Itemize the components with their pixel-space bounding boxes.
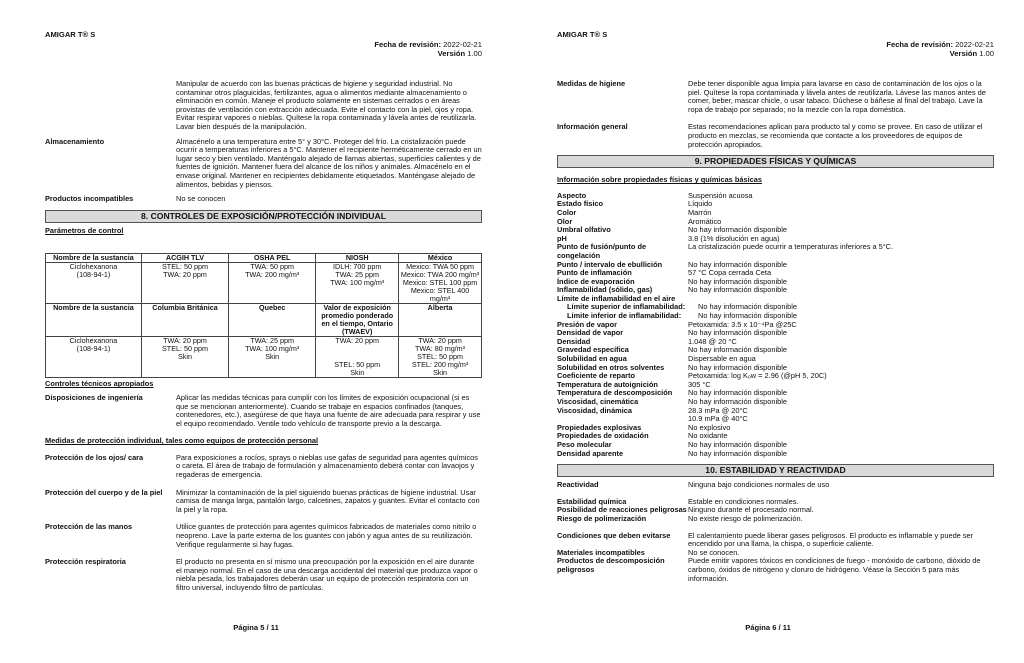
- engineering-row: [45, 394, 482, 428]
- property-label: Densidad de vapor: [557, 328, 624, 338]
- property-label: Temperatura de descomposición: [557, 388, 673, 398]
- version-label: Versión: [949, 49, 978, 59]
- exposure-limits-table: [45, 253, 482, 378]
- table-cell: Ciclohexanona (108-94-1): [46, 263, 142, 304]
- page-5-body: [45, 80, 482, 599]
- reactivity-row: [557, 481, 994, 490]
- product-name: AMIGAR T® S: [45, 30, 96, 39]
- hazardous-reactions-text: Ninguno durante el procesado normal.: [688, 505, 814, 515]
- property-row: [557, 450, 994, 459]
- product-name: AMIGAR T® S: [557, 30, 608, 39]
- property-value: No hay información disponible: [698, 302, 798, 312]
- property-value: 28.3 mPa @ 20°C 10.9 mPa @ 40°C: [688, 405, 748, 424]
- property-label: Límite superior de inflamabilidad:: [567, 302, 686, 312]
- property-row: [557, 200, 994, 209]
- table-header-cell: Nombre de la sustancia: [46, 254, 142, 263]
- hygiene-text: Debe tener disponible agua limpia para lavarse en caso de contaminación de los ojos o la piel. Quítese la ropa contaminada y lávela antes de reutilizarla. Lávese las manos antes de comer, beber, mascar chicle, o usar tabaco. Dúchese o báñese al final del trabajo. Lave la ropa de trabajo por separado; no la mezcle con la ropa doméstica.: [688, 79, 986, 114]
- handling-text: Manipular de acuerdo con las buenas prácticas de higiene y seguridad industrial. No contaminar otros plaguicidas, fertilizantes, agua o alimentos mediante almacenamiento o eliminación en común. Maneje el producto solamente en sistemas cerrados o en áreas provistas de ventilación con extracción adecuada. Evite el contacto con la piel, ojos y ropa. Evitar respirar vapores o nieblas. Quítese la ropa contaminada y lávela antes de reutilizarla. Lavar bien después de la manipulación.: [176, 79, 477, 131]
- page-6-body: [557, 80, 994, 589]
- property-row: [557, 407, 994, 424]
- property-row: [557, 243, 994, 260]
- property-label: Estado físico: [557, 199, 603, 209]
- eye-protection-label: Protección de los ojos/ cara: [45, 452, 144, 462]
- property-value: No hay información disponible: [688, 388, 788, 398]
- incompatible-row: [45, 195, 482, 204]
- property-row: [557, 192, 994, 201]
- table-header-cell: OSHA PEL: [229, 254, 316, 263]
- revision-date: 2022-02-21: [955, 40, 994, 49]
- eye-protection-row: [45, 454, 482, 480]
- general-info-row: [557, 123, 994, 149]
- property-row: [557, 329, 994, 338]
- table-cell: Ciclohexanona (108-94-1): [46, 337, 142, 378]
- avoid-conditions-text: El calentamiento puede liberar gases peligrosos. El producto es inflamable y puede ser encendido por una llama, la chispa, o superficie caliente.: [688, 530, 974, 549]
- property-label: Gravedad específica: [557, 345, 629, 355]
- handling-row: [45, 80, 482, 132]
- revision-label: Fecha de revisión:: [886, 40, 954, 49]
- polymerization-row: [557, 515, 994, 524]
- decomposition-row: [557, 557, 994, 583]
- stability-label: Estabilidad química: [557, 496, 627, 506]
- revision-label: Fecha de revisión:: [374, 40, 442, 49]
- property-label: Propiedades de oxidación: [557, 431, 649, 441]
- version-value: 1.00: [467, 49, 482, 59]
- property-label: Presión de vapor: [557, 319, 617, 329]
- reactivity-label: Reactividad: [557, 480, 599, 490]
- hygiene-row: [557, 80, 994, 114]
- property-label: Punto / intervalo de ebullición: [557, 259, 663, 269]
- hygiene-label: Medidas de higiene: [557, 79, 626, 88]
- table-cell: TWA: 25 ppm TWA: 100 mg/m³ Skin: [229, 337, 316, 378]
- property-label: Densidad aparente: [557, 448, 624, 458]
- property-label: Punto de fusión/punto de congelación: [557, 242, 647, 260]
- engineering-text: Aplicar las medidas técnicas para cumplir con los límites de exposición ocupacional (si es que se mencionan anteriormente). Cuando se trabaje en espacios confinados (tanques, contenedores, etc.), asegúrese de que haya una fuente de aire adecuada para respirar y use el equipo recomendado. Ventile todo vehículo de transporte previo a la descarga.: [176, 392, 481, 428]
- page-number: Página 5 / 11: [233, 623, 279, 633]
- control-params-heading: Parámetros de control: [45, 225, 124, 235]
- polymerization-label: Riesgo de polimerización: [557, 513, 647, 523]
- respiratory-protection-row: [45, 558, 482, 592]
- table-row: [46, 337, 482, 378]
- property-label: Umbral olfativo: [557, 225, 611, 235]
- polymerization-text: No existe riesgo de polimerización.: [688, 513, 803, 523]
- property-label: Densidad: [557, 336, 591, 346]
- property-value: Petoxamida: log Kₒw = 2.96 (@pH 5, 20C): [688, 371, 827, 381]
- property-label: Viscosidad, cinemática: [557, 397, 639, 406]
- property-label: Propiedades explosivas: [557, 422, 642, 432]
- property-value: No oxidante: [688, 431, 728, 441]
- body-protection-row: [45, 489, 482, 515]
- property-value: 1.048 @ 20 °C: [688, 336, 737, 346]
- property-value: No hay información disponible: [688, 397, 788, 406]
- decomposition-text: Puede emitir vapores tóxicos en condiciones de fuego - monóxido de carbono, dióxido de carbono, óxidos de nitrógeno y cloruro de hidrógeno. Véase la Sección 5 para más información.: [688, 556, 981, 583]
- property-value: No hay información disponible: [688, 328, 788, 338]
- respiratory-protection-text: El producto no presenta en sí mismo una preocupación por la exposición en el aire durante el manejo normal. En el caso de una descarga accidental del material que produzca vapor o niebla pesada, los trabajadores deberán usar un equipo de protección respiratoria con un filtro universal, incluyendo filtro de partículas.: [176, 557, 478, 592]
- properties-heading: Información sobre propiedades físicas y químicas básicas: [557, 175, 762, 185]
- section-10-heading: 10. ESTABILIDAD Y REACTIVIDAD: [557, 464, 994, 477]
- property-value: 305 °C: [688, 379, 711, 389]
- property-label: Límite inferior de inflamabilidad:: [567, 311, 682, 321]
- property-value: Líquido: [688, 199, 713, 209]
- property-label: Límite de inflamabilidad en el aire: [557, 293, 676, 303]
- revision-block: [886, 40, 994, 59]
- table-header-cell: Alberta: [399, 304, 482, 337]
- revision-date: 2022-02-21: [443, 40, 482, 49]
- property-value: No explosivo: [688, 422, 731, 432]
- section-8-heading: 8. CONTROLES DE EXPOSICIÓN/PROTECCIÓN INDIVIDUAL: [45, 210, 482, 223]
- table-cell: STEL: 50 ppm TWA: 20 ppm: [141, 263, 228, 304]
- property-value: No hay información disponible: [688, 259, 788, 269]
- stability-text: Estable en condiciones normales.: [688, 496, 799, 506]
- section-9-heading: 9. PROPIEDADES FÍSICAS Y QUÍMICAS: [557, 155, 994, 168]
- general-info-text: Estas recomendaciones aplican para producto tal y como se provee. En caso de utilizar el producto en mezclas, se recomienda que contacte a los proveedores de equipos de protección apropiados.: [688, 122, 983, 149]
- property-row: [557, 209, 994, 218]
- property-label: Temperatura de autoignición: [557, 379, 658, 389]
- engineering-label: Disposiciones de ingeniería: [45, 392, 143, 402]
- table-header-cell: México: [399, 254, 482, 263]
- hand-protection-label: Protección de las manos: [45, 522, 133, 532]
- property-value: No hay información disponible: [688, 276, 788, 286]
- property-value: No hay información disponible: [688, 439, 788, 449]
- property-label: Aspecto: [557, 190, 587, 200]
- property-label: Inflamabilidad (sólido, gas): [557, 285, 653, 295]
- table-cell: TWA: 20 ppm STEL: 50 ppm Skin: [316, 337, 399, 378]
- version-value: 1.00: [979, 49, 994, 59]
- property-label: Peso molecular: [557, 439, 612, 449]
- incompatible-text: No se conocen: [176, 194, 226, 204]
- general-info-label: Información general: [557, 122, 628, 132]
- incompatible-materials-label: Materiales incompatibles: [557, 547, 645, 557]
- respiratory-protection-label: Protección respiratoria: [45, 557, 126, 567]
- storage-label: Almacenamiento: [45, 136, 105, 146]
- avoid-conditions-row: [557, 532, 994, 549]
- table-header-cell: NIOSH: [316, 254, 399, 263]
- property-value: La cristalización puede ocurrir a temperaturas inferiores a 5°C.: [688, 242, 894, 252]
- version-label: Versión: [437, 49, 466, 59]
- property-label: Coeficiente de reparto: [557, 371, 636, 381]
- property-value: No hay información disponible: [688, 225, 788, 235]
- property-label: Punto de inflamación: [557, 268, 632, 278]
- property-value: Petoxamida: 3.5 x 10⁻⁴Pa @25C: [688, 319, 797, 329]
- reactivity-text: Ninguna bajo condiciones normales de uso: [688, 480, 830, 490]
- eye-protection-text: Para exposiciones a rocíos, sprays o nieblas use gafas de seguridad para agentes químicos o careta. El área de trabajo de formulación y almacenamiento deberá contar con lavaojos y regaderas de emergencia.: [176, 452, 478, 480]
- body-protection-text: Minimizar la contaminación de la piel siguiendo buenas prácticas de higiene industrial. Usar camisa de manga larga, pantalón largo, calcetines, zapatos y guantes. Evitar el contacto con la piel y la ropa.: [176, 487, 480, 514]
- table-header-cell: Nombre de la sustancia: [46, 304, 142, 337]
- engineering-controls-heading: Controles técnicos apropiados: [45, 379, 154, 389]
- table-header-cell: Quebec: [229, 304, 316, 337]
- table-header-cell: Columbia Británica: [141, 304, 228, 337]
- property-label: Solubilidad en agua: [557, 354, 627, 364]
- table-cell: TWA: 20 ppm TWA: 80 mg/m³ STEL: 50 ppm STEL: 200 mg/m³ Skin: [399, 337, 482, 378]
- property-value: No hay información disponible: [688, 345, 788, 355]
- property-label: pH: [557, 233, 567, 243]
- table-cell: Mexico: TWA 50 ppm Mexico: TWA 200 mg/m³ Mexico: STEL 100 ppm Mexico: STEL 400 mg/m³: [399, 263, 482, 304]
- incompatible-materials-text: No se conocen.: [688, 547, 740, 557]
- property-label: Color: [557, 207, 577, 217]
- revision-block: [374, 40, 482, 59]
- incompatible-label: Productos incompatibles: [45, 194, 134, 204]
- avoid-conditions-label: Condiciones que deben evitarse: [557, 530, 671, 540]
- property-label: Viscosidad, dinámica: [557, 405, 633, 415]
- property-value: Suspensión acuosa: [688, 190, 753, 200]
- hand-protection-text: Utilice guantes de protección para agentes químicos fabricados de materiales como nitrilo o neopreno. Lave la parte externa de los guantes con jabón y agua antes de su reutilización. Verifique regularmente si hay fugas.: [176, 522, 477, 549]
- table-header-row: [46, 304, 482, 337]
- table-cell: IDLH: 700 ppm TWA: 25 ppm TWA: 100 mg/m³: [316, 263, 399, 304]
- storage-text: Almacénelo a una temperatura entre 5° y 30°C. Proteger del frío. La cristalización puede ocurrir a temperaturas inferiores a 5°C. Mantener el recipiente herméticamente cerrado en un lugar seco y bien ventilado. Manténgalo alejado de llamas abiertas, superficies calientes y de fuentes de ignición. Mantener fuera del alcance de los niños y animales. Almacénelo en el envase original. Mantener en recipientes debidamente etiquetados. Manténgase alejado de alimentos, bebidas y piensos.: [176, 136, 482, 189]
- property-label: Solubilidad en otros solventes: [557, 362, 665, 372]
- table-cell: TWA: 50 ppm TWA: 200 mg/m³: [229, 263, 316, 304]
- property-value: Aromático: [688, 216, 722, 226]
- properties-list: [557, 192, 994, 458]
- property-value: No hay información disponible: [688, 448, 788, 458]
- property-label: Olor: [557, 216, 573, 226]
- page-number: Página 6 / 11: [745, 623, 791, 633]
- hand-protection-row: [45, 523, 482, 549]
- property-label: Índice de evaporación: [557, 276, 635, 286]
- property-value: Marrón: [688, 207, 712, 217]
- ppe-heading: Medidas de protección individual, tales como equipos de protección personal: [45, 436, 319, 446]
- property-value: No hay información disponible: [698, 311, 798, 321]
- property-value: 57 °C Copa cerrada Ceta: [688, 268, 772, 278]
- storage-row: [45, 138, 482, 190]
- property-value: Dispersable en agua: [688, 354, 756, 364]
- body-protection-label: Protección del cuerpo y de la piel: [45, 487, 163, 497]
- table-header-cell: Valor de exposición promedio ponderado en el tiempo, Ontario (TWAEV): [316, 304, 399, 337]
- table-row: [46, 263, 482, 304]
- page-6: [512, 0, 1024, 663]
- property-value: 3.8 (1% disolución en agua): [688, 233, 780, 243]
- hazardous-reactions-label: Posibilidad de reacciones peligrosas: [557, 505, 687, 515]
- table-cell: TWA: 20 ppm STEL: 50 ppm Skin: [141, 337, 228, 378]
- property-value: No hay información disponible: [688, 362, 788, 372]
- table-header-cell: ACGIH TLV: [141, 254, 228, 263]
- decomposition-label: Productos de descomposición peligrosos: [557, 556, 665, 574]
- property-value: No hay información disponible: [688, 285, 788, 295]
